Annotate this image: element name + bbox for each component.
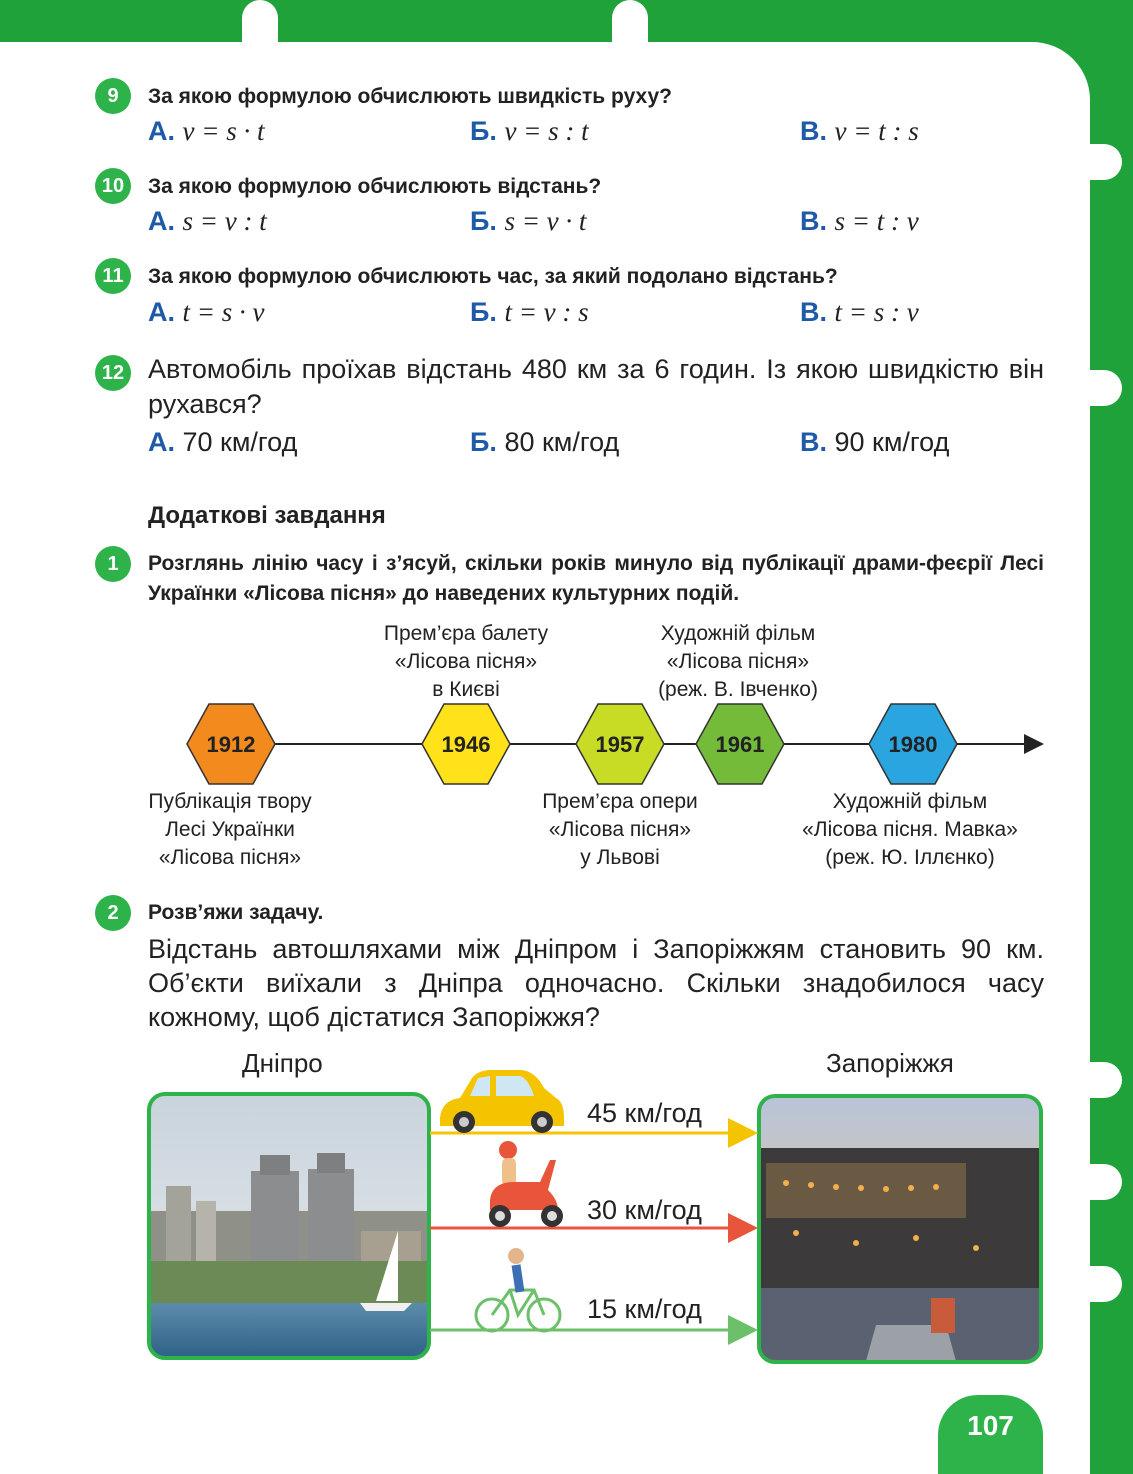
city-label-from: Дніпро bbox=[242, 1048, 323, 1078]
event-label: Прем’єра опери «Лісова пісня» у Львові bbox=[542, 790, 698, 869]
answer-option[interactable]: Б. s = v · t bbox=[470, 206, 587, 236]
event-label: Публікація твору Лесі Українки «Лісова пісня» bbox=[148, 790, 312, 869]
speed-label: 15 км/год bbox=[587, 1294, 702, 1324]
timeline-year: 1912 bbox=[206, 732, 256, 757]
section-title: Додаткові завдання bbox=[148, 502, 386, 529]
task-title: Розв’яжи задачу. bbox=[148, 901, 324, 924]
bicycle-icon bbox=[476, 1248, 560, 1331]
question-text: За якою формулою обчислюють швидкість руху? bbox=[148, 85, 672, 108]
answer-option[interactable]: Б. v = s : t bbox=[470, 116, 589, 146]
event-label: Художній фільм «Лісова пісня. Мавка» (реж. Ю. Іллєнко) bbox=[802, 790, 1018, 869]
timeline-year: 1957 bbox=[595, 732, 645, 757]
task-text: Розглянь лінію часу і з’ясуй, скільки років минуло від публікації драми-феєрії Лесі Українки «Лісова пісня» до наведених культурних подій. bbox=[148, 552, 1044, 605]
question-number: 9 bbox=[95, 78, 131, 114]
speed-label: 30 км/год bbox=[587, 1195, 702, 1225]
question-number: 10 bbox=[95, 168, 131, 204]
binder-tab bbox=[1060, 1266, 1122, 1302]
question-text: Автомобіль проїхав відстань 480 км за 6 годин. Із якою швидкістю він рухався? bbox=[148, 354, 1044, 419]
timeline-year: 1946 bbox=[441, 732, 491, 757]
question-number: 11 bbox=[95, 258, 131, 294]
scooter-icon bbox=[489, 1141, 563, 1227]
event-label: Художній фільм «Лісова пісня» (реж. В. Івченко) bbox=[658, 622, 818, 701]
answer-option[interactable]: В. t = s : v bbox=[800, 297, 919, 327]
task-number: 1 bbox=[95, 546, 131, 582]
timeline-year: 1980 bbox=[888, 732, 938, 757]
question-number: 12 bbox=[95, 355, 131, 391]
timeline-year: 1961 bbox=[715, 732, 765, 757]
answer-option[interactable]: А. t = s · v bbox=[148, 297, 265, 327]
answer-option[interactable]: В. v = t : s bbox=[800, 116, 919, 146]
answer-option[interactable]: В. 90 км/год bbox=[800, 427, 950, 457]
car-icon bbox=[440, 1070, 564, 1133]
answer-option[interactable]: Б. t = v : s bbox=[470, 297, 589, 327]
zaporizhzhia-photo bbox=[756, 1093, 1044, 1365]
question-text: За якою формулою обчислюють відстань? bbox=[148, 175, 602, 198]
answer-option[interactable]: В. s = t : v bbox=[800, 206, 919, 236]
answer-option[interactable]: А. 70 км/год bbox=[148, 427, 298, 457]
binder-tab bbox=[1060, 1062, 1122, 1098]
dnipro-photo bbox=[146, 1091, 432, 1361]
task-text: Відстань автошляхами між Дніпром і Запоріжжям становить 90 км. Об’єкти виїхали з Дніпра одночасно. Скільки знадобилося часу кожному, щоб дістатися Запоріжжя? bbox=[148, 934, 1044, 1032]
answer-option[interactable]: А. v = s · t bbox=[148, 116, 265, 146]
speed-label: 45 км/год bbox=[587, 1098, 702, 1128]
event-label: Прем’єра балету «Лісова пісня» в Києві bbox=[383, 622, 549, 701]
answer-option[interactable]: А. s = v : t bbox=[148, 206, 267, 236]
binder-tab bbox=[1060, 1164, 1122, 1200]
task-number: 2 bbox=[95, 895, 131, 931]
page-number: 107 bbox=[938, 1395, 1043, 1474]
city-label-to: Запоріжжя bbox=[826, 1048, 954, 1078]
question-text: За якою формулою обчислюють час, за який подолано відстань? bbox=[148, 265, 838, 288]
answer-option[interactable]: Б. 80 км/год bbox=[470, 427, 620, 457]
